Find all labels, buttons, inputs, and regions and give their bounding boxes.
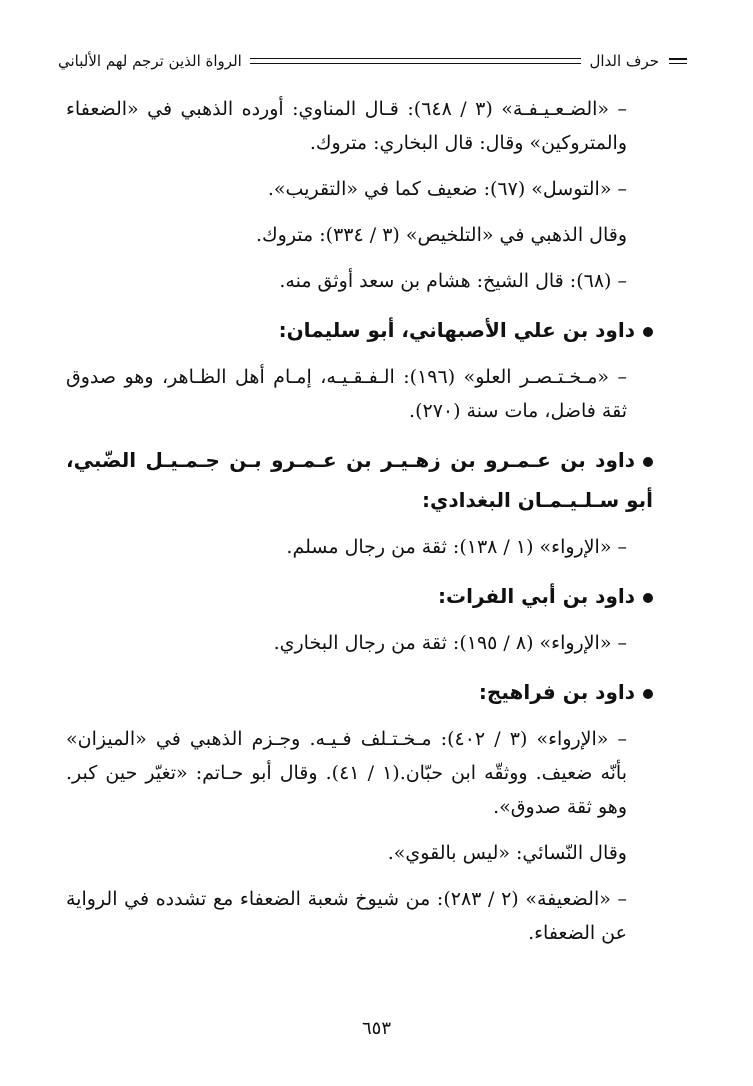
book-title: الرواة الذين ترجم لهم الألباني (58, 52, 242, 70)
paragraph: – (٦٨): قال الشيخ: هشام بن سعد أوثق منه. (279, 270, 627, 292)
narrator-entry (66, 672, 653, 712)
narrator-entry (66, 576, 653, 616)
paragraph: – «مـخـتـصـر العلو» (١٩٦): الـفـقـيـه، إمـام أهل الظـاهر، وهو صدوق ثقة فاضل، مات سنة (٢٧٠). (66, 366, 627, 422)
paragraph: – «الإرواء» (١ / ١٣٨): ثقة من رجال مسلم. (286, 536, 627, 558)
narrator-entry (66, 440, 653, 520)
narrator-name: داود بن عـمـرو بن زهـيـر بن عـمـرو بـن جـمـيـل الضّبي، أبو سـلـيـمـان البغدادي: (66, 448, 653, 512)
running-header (58, 46, 687, 76)
bullet-icon (643, 689, 653, 699)
paragraph: – «الإرواء» (٨ / ١٩٥): ثقة من رجال البخاري. (273, 632, 627, 654)
paragraph: – «الإرواء» (٣ / ٤٠٢): مـخـتـلف فـيـه. وجـزم الذهبي في «الميزان» بأنّه ضعيف. ووثقّه ابن حبّان.(١ / ٤١). وقال أبو حـاتم: «تغيّر حين كبر. وهو ثقة صدوق». (66, 728, 628, 818)
header-rule (250, 58, 582, 64)
narrator-name: داود بن أبي الفرات: (438, 584, 635, 608)
paragraph: – «الضعيفة» (٢ / ٢٨٣): من شيوخ شعبة الضعفاء مع تشدده في الرواية عن الضعفاء. (66, 888, 627, 944)
chapter-title: حرف الدال (589, 52, 659, 70)
paragraph: وقال النّسائي: «ليس بالقوي». (387, 842, 627, 864)
narrator-entry (66, 310, 653, 350)
bullet-icon (643, 457, 653, 467)
paragraph: وقال الذهبي في «التلخيص» (٣ / ٣٣٤): متروك. (255, 224, 627, 246)
bullet-icon (643, 593, 653, 603)
page-body (66, 92, 653, 962)
page-number: ٦٥٣ (361, 1018, 391, 1039)
paragraph: – «الضـعـيـفـة» (٣ / ٦٤٨): قـال المناوي: أورده الذهبي في «الضعفاء والمتروكين» وقال: قال البخاري: متروك. (66, 98, 628, 154)
paragraph: – «التوسل» (٦٧): ضعيف كما في «التقريب». (267, 178, 627, 200)
narrator-name: داود بن فراهيج: (478, 680, 635, 704)
narrator-name: داود بن علي الأصبهاني، أبو سليمان: (278, 318, 635, 342)
bullet-icon (643, 327, 653, 337)
header-marker (669, 58, 687, 64)
